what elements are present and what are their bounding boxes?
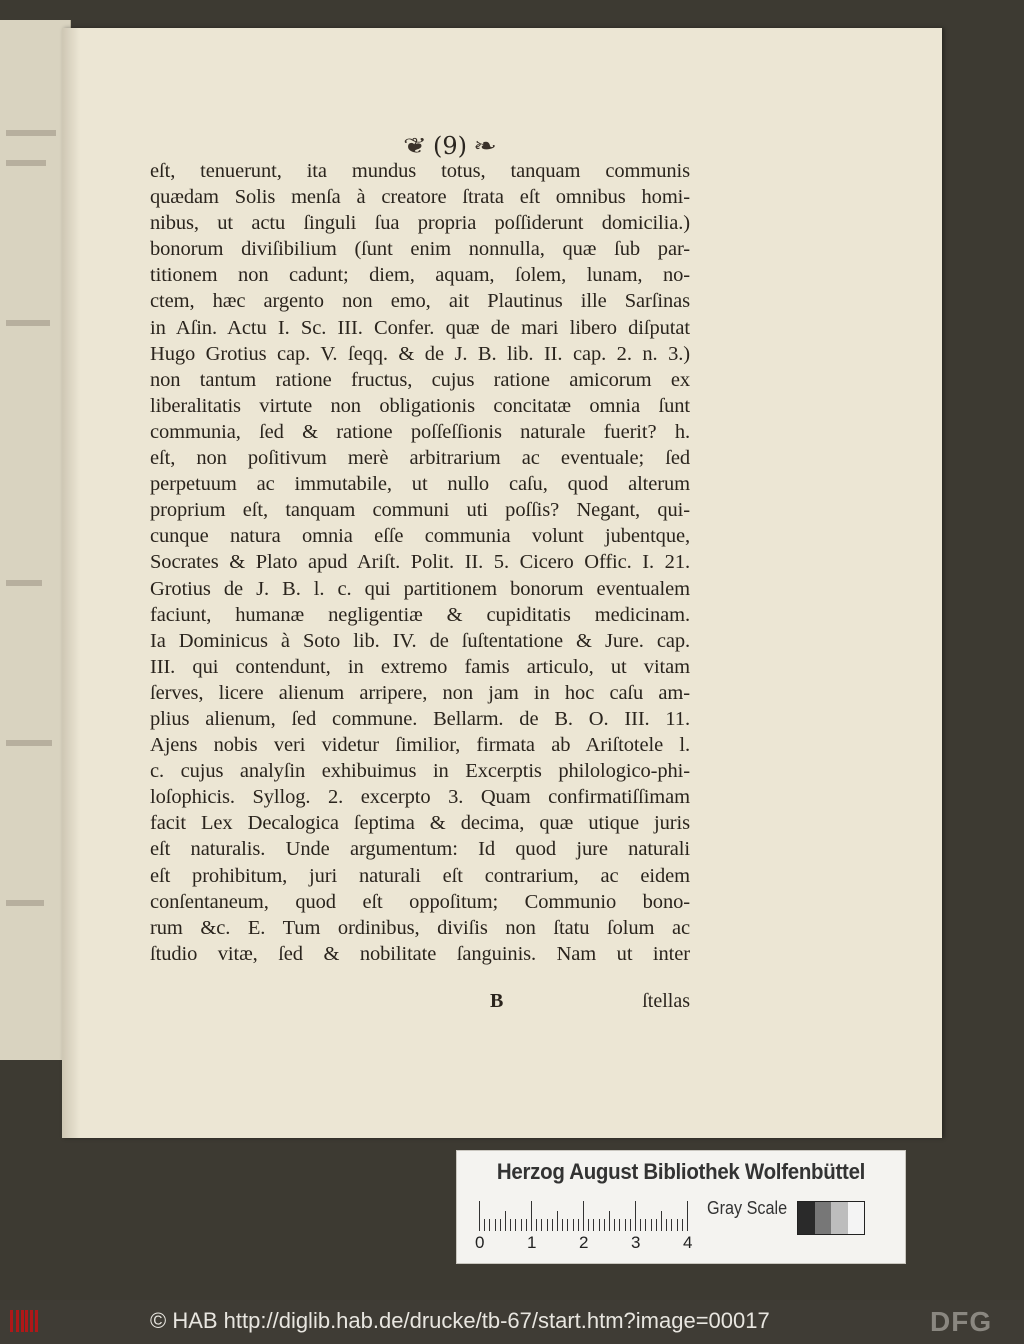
gray-patch bbox=[831, 1202, 848, 1234]
ruler-tick bbox=[666, 1219, 667, 1231]
bleed-through-mark bbox=[6, 900, 44, 906]
logo-bar bbox=[25, 1310, 28, 1332]
text-line: ctem, hæc argento non emo, ait Plautinus ille Sarſinas bbox=[150, 290, 690, 313]
ruler-number: 0 bbox=[475, 1233, 485, 1252]
bleed-through-mark bbox=[6, 740, 52, 746]
previous-page-edge bbox=[0, 20, 71, 1060]
bleed-through-mark bbox=[6, 580, 42, 586]
bleed-through-mark bbox=[6, 160, 46, 166]
ruler-tick bbox=[489, 1219, 490, 1231]
ruler-tick bbox=[645, 1219, 646, 1231]
text-line: ſerves, licere alienum arripere, non jam in hoc caſu am- bbox=[150, 681, 690, 704]
ruler-tick bbox=[510, 1219, 511, 1231]
gray-scale-label: Gray Scale bbox=[707, 1198, 788, 1218]
ruler-tick bbox=[495, 1219, 496, 1231]
ruler-tick bbox=[604, 1219, 605, 1231]
ruler-tick bbox=[515, 1219, 516, 1231]
book-page bbox=[62, 28, 942, 1138]
gray-patch bbox=[848, 1202, 865, 1234]
logo-bar bbox=[35, 1310, 38, 1332]
page-number: (9) bbox=[433, 132, 467, 160]
ruler-tick bbox=[562, 1219, 563, 1231]
text-line: facit Lex Decalogica ſeptima & decima, quæ utique juris bbox=[150, 812, 690, 835]
ruler-tick bbox=[630, 1219, 631, 1231]
ruler-tick bbox=[671, 1219, 672, 1231]
logo-bar bbox=[10, 1310, 13, 1332]
text-line: loſophicis. Syllog. 2. excerpto 3. Quam confirmatiſſimam bbox=[150, 786, 690, 809]
ruler-tick bbox=[661, 1211, 662, 1231]
text-line: eſt prohibitum, juri naturali eſt contrarium, ac eidem bbox=[150, 864, 690, 887]
ruler-tick bbox=[677, 1219, 678, 1231]
text-line: ſtudio vitæ, ſed & nobilitate ſanguinis. Nam ut inter bbox=[150, 942, 690, 965]
ruler-tick bbox=[635, 1201, 636, 1231]
text-line: Grotius de J. B. l. c. qui partitionem bonorum eventualem bbox=[150, 577, 690, 600]
ruler-tick bbox=[526, 1219, 527, 1231]
text-line: eſt, tenuerunt, ita mundus totus, tanquam communis bbox=[150, 160, 690, 182]
text-line: Ajens nobis veri videtur ſimilior, firmata ab Ariſtotele l. bbox=[150, 734, 690, 757]
ruler-tick bbox=[609, 1211, 610, 1231]
ruler-tick bbox=[484, 1219, 485, 1231]
ruler-tick bbox=[521, 1219, 522, 1231]
text-line: titionem non cadunt; diem, aquam, ſolem, lunam, no- bbox=[150, 264, 690, 287]
bleed-through-mark bbox=[6, 130, 56, 136]
ruler bbox=[479, 1199, 691, 1231]
ruler-number: 3 bbox=[631, 1233, 641, 1252]
ruler-tick bbox=[547, 1219, 548, 1231]
ruler-tick bbox=[588, 1219, 589, 1231]
text-line: quædam Solis menſa à creatore ſtrata eſt omnibus homi- bbox=[150, 186, 690, 209]
ruler-number: 2 bbox=[579, 1233, 589, 1252]
text-line: eſt, non poſitivum merè arbitrarium ac eventuale; ſed bbox=[150, 447, 690, 470]
ruler-tick bbox=[573, 1219, 574, 1231]
text-line: Hugo Grotius cap. V. ſeqq. & de J. B. lib. II. cap. 2. n. 3.) bbox=[150, 342, 690, 365]
ruler-tick bbox=[541, 1219, 542, 1231]
text-line: in Aſin. Actu I. Sc. III. Confer. quæ de mari libero diſputat bbox=[150, 316, 690, 339]
footer-bar bbox=[0, 1300, 1024, 1344]
text-line: c. cujus analyſin exhibuimus in Excerptis philologico-phi- bbox=[150, 760, 690, 783]
text-line: Ia Dominicus à Soto lib. IV. de ſuſtentatione & Jure. cap. bbox=[150, 629, 690, 652]
ruler-number: 4 bbox=[683, 1233, 693, 1252]
ruler-tick bbox=[651, 1219, 652, 1231]
text-line: Socrates & Plato apud Ariſt. Polit. II. 5. Cicero Offic. I. 21. bbox=[150, 551, 690, 574]
credit-link[interactable]: © HAB http://diglib.hab.de/drucke/tb-67/start.htm?image=00017 bbox=[150, 1308, 770, 1333]
ruler-tick bbox=[687, 1201, 688, 1231]
logo-bar bbox=[30, 1310, 33, 1332]
text-line: rum &c. E. Tum ordinibus, diviſis non ſtatu ſolum ac bbox=[150, 916, 690, 939]
ruler-tick bbox=[599, 1219, 600, 1231]
right-ornament-icon: ❧ bbox=[472, 133, 497, 159]
gray-patch bbox=[798, 1202, 815, 1234]
gray-scale-swatch bbox=[797, 1201, 865, 1235]
ruler-tick bbox=[552, 1219, 553, 1231]
text-line: perpetuum ac immutabile, ut nullo caſu, quod alterum bbox=[150, 473, 690, 496]
ruler-tick bbox=[567, 1219, 568, 1231]
ruler-tick bbox=[656, 1219, 657, 1231]
ruler-tick bbox=[557, 1211, 558, 1231]
text-line: III. qui contendunt, in extremo famis articulo, ut vitam bbox=[150, 655, 690, 678]
ruler-tick bbox=[625, 1219, 626, 1231]
hab-barcode-icon bbox=[10, 1310, 40, 1332]
text-line: eſt naturalis. Unde argumentum: Id quod jure naturali bbox=[150, 838, 690, 861]
ruler-tick bbox=[593, 1219, 594, 1231]
logo-bar bbox=[21, 1310, 24, 1332]
text-line: plius alienum, ſed commune. Bellarm. de B. O. III. 11. bbox=[150, 707, 690, 730]
ruler-tick bbox=[583, 1201, 584, 1231]
page-foot bbox=[150, 990, 690, 1016]
left-ornament-icon: ❦ bbox=[403, 133, 428, 159]
ruler-number: 1 bbox=[527, 1233, 537, 1252]
logo-bar bbox=[16, 1310, 19, 1332]
text-line: bonorum diviſibilium (ſunt enim nonnulla, quæ ſub par- bbox=[150, 238, 690, 261]
gray-patch bbox=[815, 1202, 832, 1234]
ruler-tick bbox=[578, 1219, 579, 1231]
text-line: conſentaneum, quod eſt oppoſitum; Communio bono- bbox=[150, 890, 690, 913]
ruler-tick bbox=[531, 1201, 532, 1231]
text-line: communia, ſed & ratione poſſeſſionis naturale fuerit? h. bbox=[150, 420, 690, 443]
text-line: proprium eſt, tanquam communi uti poſſis? Negant, qui- bbox=[150, 499, 690, 522]
ruler-tick bbox=[682, 1219, 683, 1231]
bleed-through-mark bbox=[6, 320, 50, 326]
text-line: nibus, ut actu ſinguli ſua propria poſſiderunt domicilia.) bbox=[150, 212, 690, 235]
color-reference-card bbox=[456, 1150, 906, 1264]
dfg-logo: DFG bbox=[930, 1306, 993, 1337]
signature-mark: B bbox=[490, 990, 504, 1012]
text-line: cunque natura omnia eſſe communia volunt jubentque, bbox=[150, 525, 690, 548]
text-line: non tantum ratione fructus, cujus ratione amicorum ex bbox=[150, 368, 690, 391]
library-title: Herzog August Bibliothek Wolfenbüttel bbox=[496, 1159, 866, 1184]
text-line: liberalitatis virtute non obligationis concitatæ omnia ſunt bbox=[150, 394, 690, 417]
ruler-tick bbox=[614, 1219, 615, 1231]
catchword: ſtellas bbox=[642, 990, 690, 1012]
ruler-tick bbox=[619, 1219, 620, 1231]
ruler-tick bbox=[505, 1211, 506, 1231]
ruler-tick bbox=[479, 1201, 480, 1231]
ruler-tick bbox=[640, 1219, 641, 1231]
page-header bbox=[350, 132, 550, 160]
page-gutter-shadow bbox=[62, 28, 80, 1138]
ruler-tick bbox=[500, 1219, 501, 1231]
body-text bbox=[150, 158, 690, 967]
text-line: faciunt, humanæ negligentiæ & cupiditatis medicinam. bbox=[150, 603, 690, 626]
ruler-tick bbox=[536, 1219, 537, 1231]
ruler-labels bbox=[471, 1233, 711, 1255]
